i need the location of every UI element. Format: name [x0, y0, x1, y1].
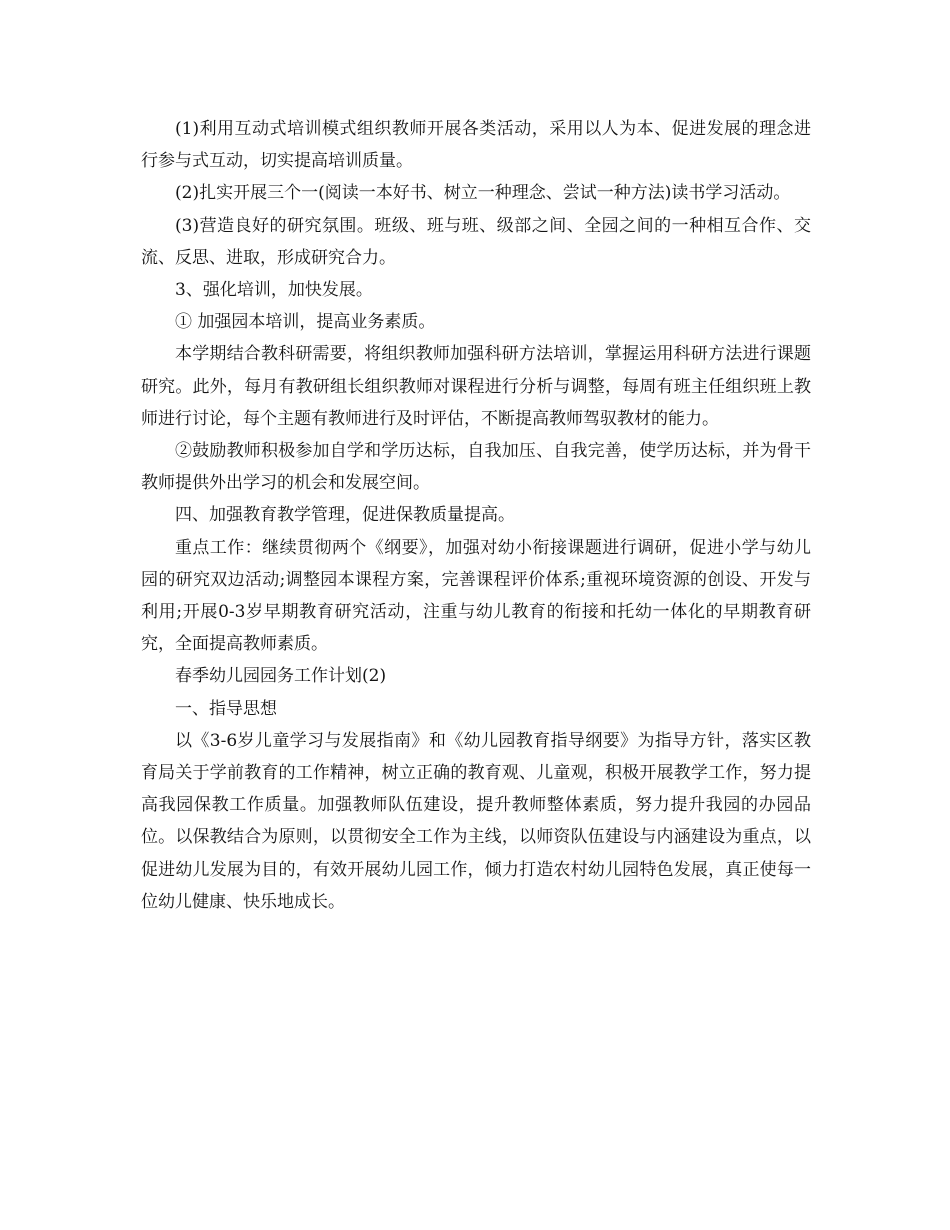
paragraph-training-item-1: (1)利用互动式培训模式组织教师开展各类活动，采用以人为本、促进发展的理念进行参与式互动，切实提高培训质量。 [141, 119, 811, 172]
paragraph-key-work: 重点工作：继续贯彻两个《纲要》，加强对幼小衔接课题进行调研，促进小学与幼儿园的研究双边活动;调整园本课程方案，完善课程评价体系;重视环境资源的创设、开发与利用;开展0-3岁早期教育研究活动，注重与幼儿教育的衔接和托幼一体化的早期教育研究，全面提高教师素质。 [141, 537, 811, 655]
paragraph-subheading-school-training: ① 加强园本培训，提高业务素质。 [175, 312, 436, 333]
document-body [141, 113, 811, 918]
paragraph-training-item-2: (2)扎实开展三个一(阅读一本好书、树立一种理念、尝试一种方法)读书学习活动。 [175, 183, 791, 204]
paragraph-encourage-teachers: ②鼓励教师积极参加自学和学历达标，自我加压、自我完善，使学历达标，并为骨干教师提供外出学习的机会和发展空间。 [141, 441, 811, 494]
paragraph-research-training: 本学期结合教科研需要，将组织教师加强科研方法培训，掌握运用科研方法进行课题研究。此外，每月有教研组长组织教师对课程进行分析与调整，每周有班主任组织班上教师进行讨论，每个主题有教师进行及时评估，不断提高教师驾驭教材的能力。 [141, 344, 811, 429]
paragraph-guiding-ideology-body: 以《3-6岁儿童学习与发展指南》和《幼儿园教育指导纲要》为指导方针，落实区教育局关于学前教育的工作精神，树立正确的教育观、儿童观，积极开展教学工作，努力提高我园保教工作质量。加强教师队伍建设，提升教师整体素质，努力提升我园的办园品位。以保教结合为原则，以贯彻安全工作为主线，以师资队伍建设与内涵建设为重点，以促进幼儿发展为目的，有效开展幼儿园工作，倾力打造农村幼儿园特色发展，真正使每一位幼儿健康、快乐地成长。 [141, 730, 811, 912]
paragraph-heading-guiding-ideology: 一、指导思想 [175, 698, 277, 719]
paragraph-training-item-3: (3)营造良好的研究氛围。班级、班与班、级部之间、全园之间的一种相互合作、交流、反思、进取，形成研究合力。 [141, 215, 811, 268]
paragraph-heading-teaching-management: 四、加强教育教学管理，促进保教质量提高。 [175, 505, 515, 526]
paragraph-heading-strengthen-training: 3、强化培训，加快发展。 [175, 280, 373, 301]
paragraph-plan-title: 春季幼儿园园务工作计划(2) [175, 666, 387, 687]
